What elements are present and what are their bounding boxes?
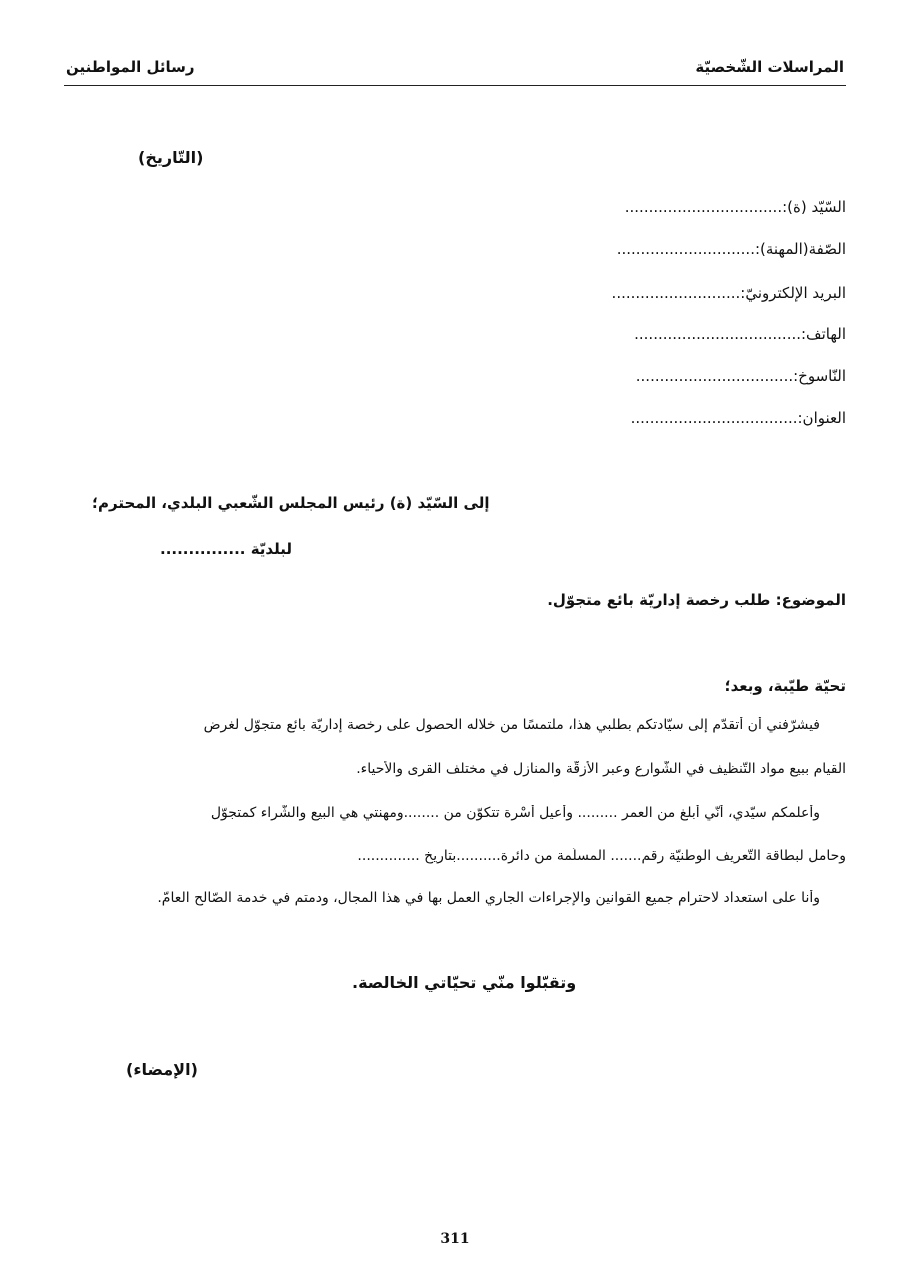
letter-greeting: تحيّة طيّبة، وبعد؛ [724, 677, 846, 695]
letter-closing: وتقبّلوا منّي تحيّاتي الخالصة. [352, 973, 577, 992]
recipient-line: إلى السّيّد (ة) رئيس المجلس الشّعبي البلدي، المحترم؛ [92, 494, 490, 512]
body-paragraph-2-line-1: وأعلمكم سيّدي، أنّي أبلغ من العمر ......... وأعيل أُسْرة تتكوّن من ........ومهنتي هي البيع والشّراء كمتجوّل [210, 805, 820, 821]
header-divider [64, 85, 846, 86]
page-number: 311 [440, 1231, 470, 1247]
date-label: (التّاريخ) [138, 148, 204, 167]
sender-fax-field: النّاسوخ:................................. [635, 367, 846, 385]
sender-profession-field: الصّفة(المهنة):............................. [616, 240, 846, 258]
municipality-line: لبلديّة ............... [160, 540, 292, 558]
signature-label: (الإمضاء) [126, 1060, 198, 1079]
body-paragraph-1-line-2: القيام ببيع مواد التّنظيف في الشّوارع وعبر الأزقّة والمنازل في مختلف القرى والأحياء. [356, 761, 846, 777]
body-paragraph-1-line-1: فيشرّفني أن أتقدّم إلى سيّادتكم بطلبي هذا، ملتمسًا من خلاله الحصول على رخصة إداريّة بائع متجوّل لغرض [203, 717, 820, 733]
running-header-title: المراسلات الشّخصيّة [695, 58, 844, 76]
sender-address-field: العنوان:................................... [630, 409, 846, 427]
sender-email-field: البريد الإلكترونيّ:........................... [611, 284, 846, 302]
letter-subject: الموضوع: طلب رخصة إداريّة بائع متجوّل. [547, 591, 846, 609]
body-paragraph-3-line-1: وأنا على استعداد لاحترام جميع القوانين والإجراءات الجاري العمل بها في هذا المجال، ودمتم في خدمة الصّالح العامّ. [157, 890, 820, 906]
running-header-section: رسائل المواطنين [66, 58, 195, 76]
body-paragraph-2-line-2: وحامل لبطاقة التّعريف الوطنيّة رقم....... المسلّمة من دائرة..........بتاريخ .............. [357, 848, 846, 864]
sender-name-field: السّيّد (ة):................................. [624, 198, 846, 216]
sender-phone-field: الهاتف:................................... [634, 325, 846, 343]
